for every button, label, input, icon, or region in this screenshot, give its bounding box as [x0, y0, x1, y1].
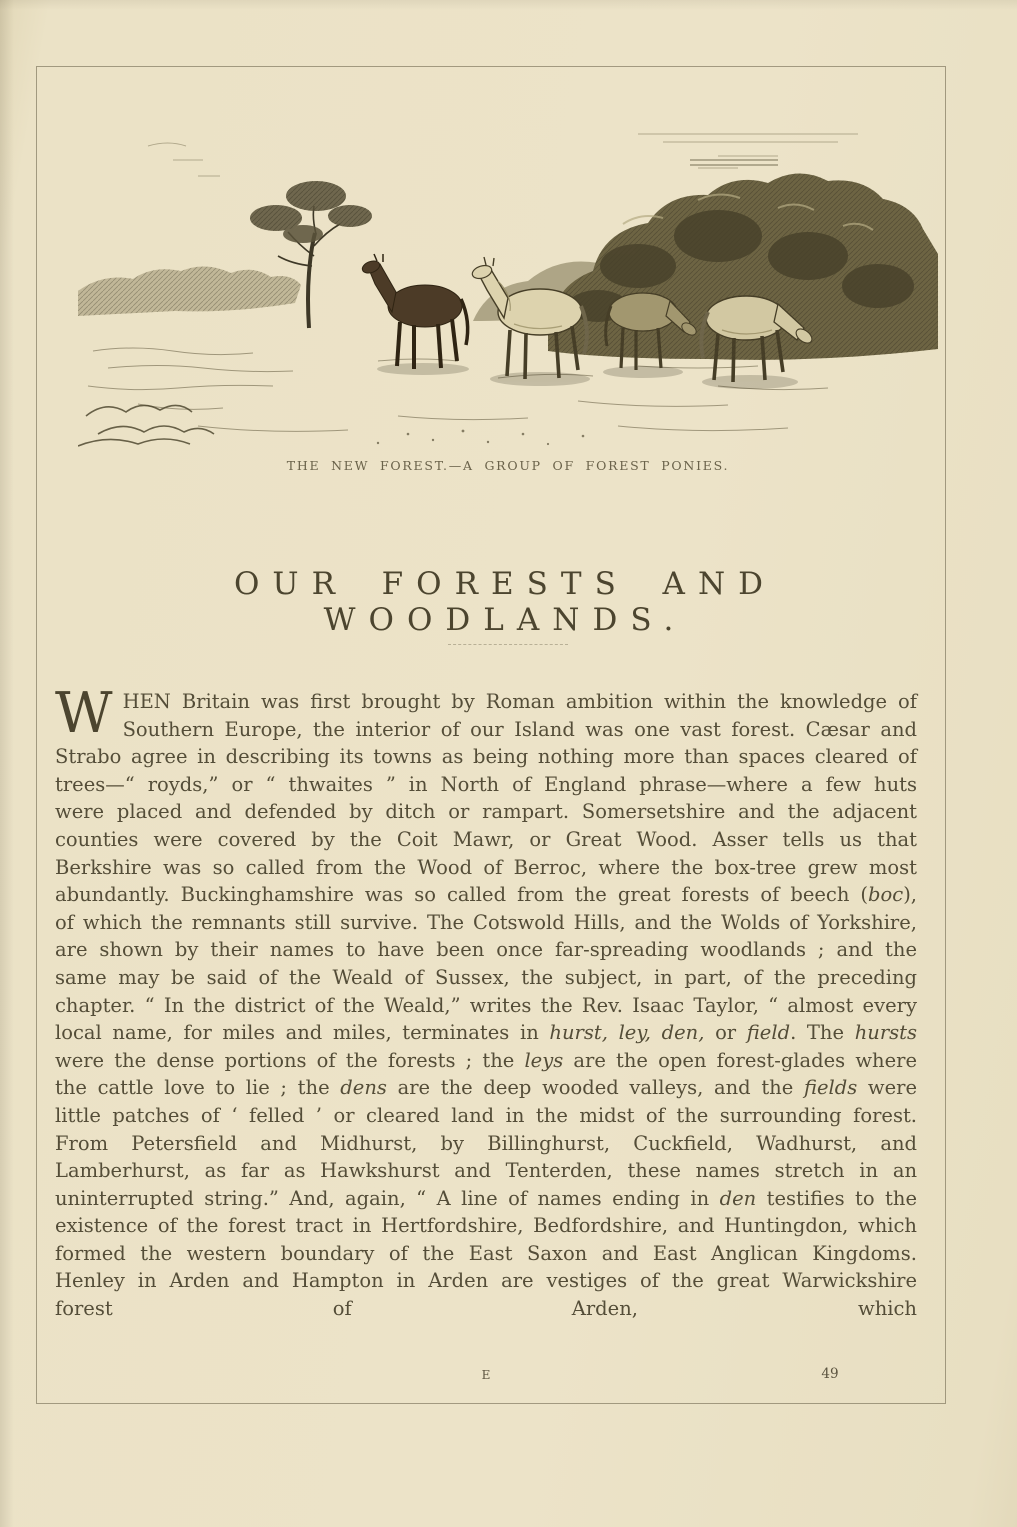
forest-ponies-engraving [78, 116, 938, 454]
chapter-title: OUR FORESTS AND WOODLANDS. [233, 566, 776, 638]
ground-speckles [377, 430, 585, 446]
sky-strokes [148, 134, 858, 176]
drop-cap: W [55, 681, 113, 746]
title-ornament-rule [448, 644, 568, 645]
body-paragraph [55, 681, 917, 1323]
illustration-forest-ponies [78, 116, 938, 454]
distant-scrub [78, 266, 301, 316]
foreground-scrub [78, 405, 214, 446]
sky-rule-mark [690, 160, 778, 165]
illustration-caption: THE NEW FOREST.—A GROUP OF FOREST PONIES. [286, 458, 730, 473]
page-number: 49 [821, 1366, 839, 1382]
paragraph-text: HEN Britain was first brought by Roman ambition within the knowledge of Southern Europe, the interior of our Island was one vast forest. Cæsar and Strabo agree in describing its towns as being nothing more than spaces cleared of trees—“ royds,” or “ thwaites ” in North of England phrase—where a few huts were placed and defended by ditch or rampart. Somersetshire and the adjacent counties were covered by the Coit Mawr, or Great Wood. Asser tells us that Berkshire was so called from the Wood of Berroc, where the box-tree grew most abundantly. Buckinghamshire was so called from the great forests of beech (boc), of which the remnants still survive. The Cotswold Hills, and the Wolds of Yorkshire, are shown by their names to have been once far-spreading woodlands ; and the same may be said of the Weald of Sussex, the subject, in part, of the preceding chapter. “ In the district of the Weald,” writes the Rev. Isaac Taylor, “ almost every local name, for miles and miles, terminates in hurst, ley, den, or field. The hursts were the dense portions of the forests ; the leys are the open forest-glades where the cattle love to lie ; the dens are the deep wooded valleys, and the fields were little patches of ‘ felled ’ or cleared land in the midst of the surrounding forest. From Petersfield and Midhurst, by Billinghurst, Cuckfield, Wadhurst, and Lamberhurst, as far as Hawkshurst and Tenterden, these names stretch in an uninterrupted string.” And, again, “ A line of names ending in den testifies to the existence of the forest tract in Hertfordshire, Bedfordshire, and Huntingdon, which formed the western boundary of the East Saxon and East Anglican Kingdoms. Henley in Arden and Hampton in Arden are vestiges of the great Warwickshire forest of Arden, which [55, 690, 917, 1321]
pony-dark [361, 254, 468, 369]
signature-mark: E [481, 1368, 491, 1382]
